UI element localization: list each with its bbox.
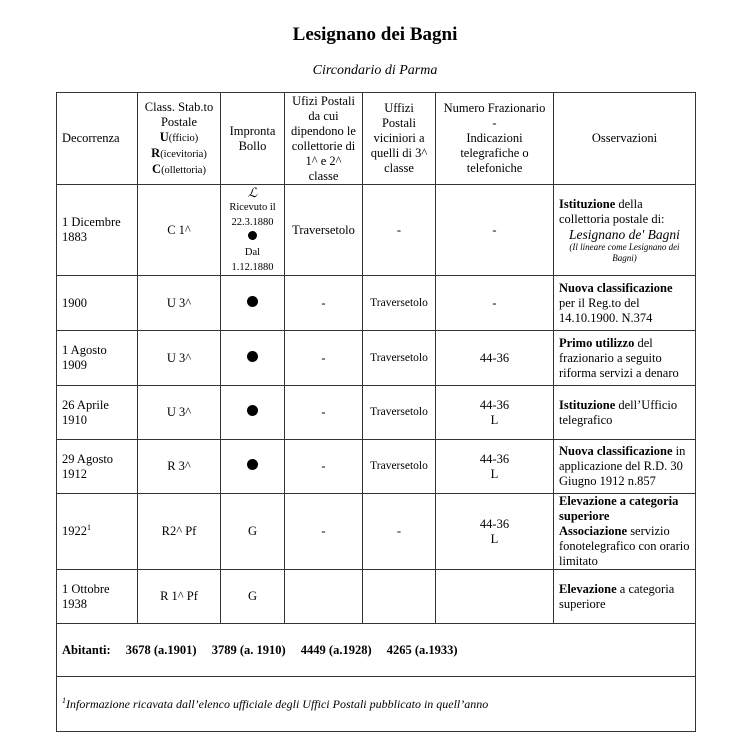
round-stamp-icon xyxy=(248,231,257,240)
abitanti-label: Abitanti: xyxy=(62,642,111,657)
header-impronta: Impronta Bollo xyxy=(221,93,285,185)
page-title: Lesignano dei Bagni xyxy=(292,24,458,45)
header-classe-line: Postale xyxy=(160,114,198,129)
uffizi-cell xyxy=(363,570,436,624)
footnote-text: Informazione ricavata dall’elenco ufficiale degli Uffici Postali pubblicato in quell’anno xyxy=(66,696,489,711)
osservazioni-cell: Istituzione dell’Ufficio telegrafico xyxy=(554,386,696,440)
table-row xyxy=(57,570,696,624)
numero-cell: 44-36 L xyxy=(436,494,554,570)
postal-history-table xyxy=(56,92,696,732)
abitanti-value: 3678 (a.1901) xyxy=(125,642,197,657)
ufizi-cell: - xyxy=(285,276,363,331)
footnote-row xyxy=(57,677,696,732)
header-numero xyxy=(436,93,554,185)
decorrenza-cell: 1 Agosto 1909 xyxy=(57,331,138,386)
round-stamp-icon xyxy=(247,459,258,470)
bollo-cell xyxy=(221,276,285,331)
classe-cell: U 3^ xyxy=(138,386,221,440)
class-r-letter: R xyxy=(151,145,161,160)
abitanti-row xyxy=(57,624,696,677)
ufizi-cell: - xyxy=(285,440,363,494)
table-row xyxy=(57,331,696,386)
ufizi-cell xyxy=(285,570,363,624)
classe-cell: R 1^ Pf xyxy=(138,570,221,624)
decorrenza-cell: 1 Ottobre 1938 xyxy=(57,570,138,624)
class-u-rest: (fficio) xyxy=(168,132,199,144)
class-r-rest: (icevitoria) xyxy=(160,148,207,160)
uffizi-cell: Traversetolo xyxy=(363,331,436,386)
class-u-letter: U xyxy=(159,129,169,144)
decorrenza-cell: 29 Agosto 1912 xyxy=(57,440,138,494)
class-c-rest: (ollettoria) xyxy=(161,164,206,176)
uffizi-cell: Traversetolo xyxy=(363,386,436,440)
ufizi-cell: - xyxy=(285,386,363,440)
bollo-cell: G xyxy=(221,494,285,570)
numero-cell: - xyxy=(436,276,554,331)
osservazioni-cell: Istituzione della collettoria postale di: Lesignano de' Bagni (Il lineare come Lesignano dei Bagni) xyxy=(554,185,696,276)
osservazioni-cell: Elevazione a categoria superiore Associazione servizio fonotelegrafico con orario limitato xyxy=(554,494,696,570)
class-c-letter: C xyxy=(152,161,162,176)
classe-cell: U 3^ xyxy=(138,276,221,331)
header-numero-line: Indicazioni telegrafiche o telefoniche xyxy=(460,131,529,175)
header-numero-line: Numero Frazionario xyxy=(443,101,546,115)
footnote-marker: 1 xyxy=(62,695,66,705)
osservazioni-cell: Nuova classificazione in applicazione del R.D. 30 Giugno 1912 n.857 xyxy=(554,440,696,494)
table-row xyxy=(57,494,696,570)
osservazioni-cell: Elevazione a categoria superiore xyxy=(554,570,696,624)
header-uffizi: Uffizi Postali viciniori a quelli di 3^ classe xyxy=(363,93,436,185)
footnote-marker: 1 xyxy=(87,522,91,532)
numero-cell: - xyxy=(436,185,554,276)
header-classe xyxy=(138,93,221,185)
decorrenza-cell: 26 Aprile 1910 xyxy=(57,386,138,440)
abitanti-cell xyxy=(57,624,696,677)
abitanti-value: 4449 (a.1928) xyxy=(300,642,372,657)
uffizi-cell: Traversetolo xyxy=(363,440,436,494)
uffizi-cell: Traversetolo xyxy=(363,276,436,331)
decorrenza-cell: 1900 xyxy=(57,276,138,331)
bollo-cell xyxy=(221,386,285,440)
header-osservazioni: Osservazioni xyxy=(554,93,696,185)
numero-cell: 44-36 L xyxy=(436,386,554,440)
uffizi-cell: - xyxy=(363,185,436,276)
classe-cell: U 3^ xyxy=(138,331,221,386)
bollo-cell xyxy=(221,440,285,494)
footnote-cell xyxy=(57,677,696,732)
round-stamp-icon xyxy=(247,351,258,362)
decorrenza-cell: 1922$^1$ xyxy=(57,494,138,570)
osservazioni-cell: Nuova classificazione per il Reg.to del 14.10.1900. N.374 xyxy=(554,276,696,331)
header-ufizi: Ufizi Postali da cui dipendono le collettorie di 1^ e 2^ classe xyxy=(285,93,363,185)
table-row xyxy=(57,276,696,331)
abitanti-value: 4265 (a.1933) xyxy=(386,642,458,657)
round-stamp-icon xyxy=(247,296,258,307)
table-row xyxy=(57,185,696,276)
ufizi-cell: Traversetolo xyxy=(285,185,363,276)
numero-cell xyxy=(436,570,554,624)
decorrenza-cell: 1 Dicembre 1883 xyxy=(57,185,138,276)
numero-cell: 44-36 L xyxy=(436,440,554,494)
table-row xyxy=(57,440,696,494)
abitanti-value: 3789 (a. 1910) xyxy=(211,642,286,657)
ufizi-cell: - xyxy=(285,494,363,570)
header-classe-line: Class. Stab.to xyxy=(144,99,214,114)
numero-cell: 44-36 xyxy=(436,331,554,386)
header-row xyxy=(57,93,696,185)
bollo-cell xyxy=(221,331,285,386)
script-l-stamp: ℒ xyxy=(247,185,258,200)
table-row xyxy=(57,386,696,440)
uffizi-cell: - xyxy=(363,494,436,570)
classe-cell: R 3^ xyxy=(138,440,221,494)
header-decorrenza: Decorrenza xyxy=(57,93,138,185)
round-stamp-icon xyxy=(247,405,258,416)
osservazioni-cell: Primo utilizzo del frazionario a seguito riforma servizi a denaro xyxy=(554,331,696,386)
bollo-cell: G xyxy=(221,570,285,624)
classe-cell: R2^ Pf xyxy=(138,494,221,570)
bollo-cell: ℒ Ricevuto il 22.3.1880 Dal 1.12.1880 xyxy=(221,185,285,276)
ufizi-cell: - xyxy=(285,331,363,386)
page-subtitle: Circondario di Parma xyxy=(312,63,438,78)
classe-cell: C 1^ xyxy=(138,185,221,276)
header-numero-line: - xyxy=(492,116,497,130)
